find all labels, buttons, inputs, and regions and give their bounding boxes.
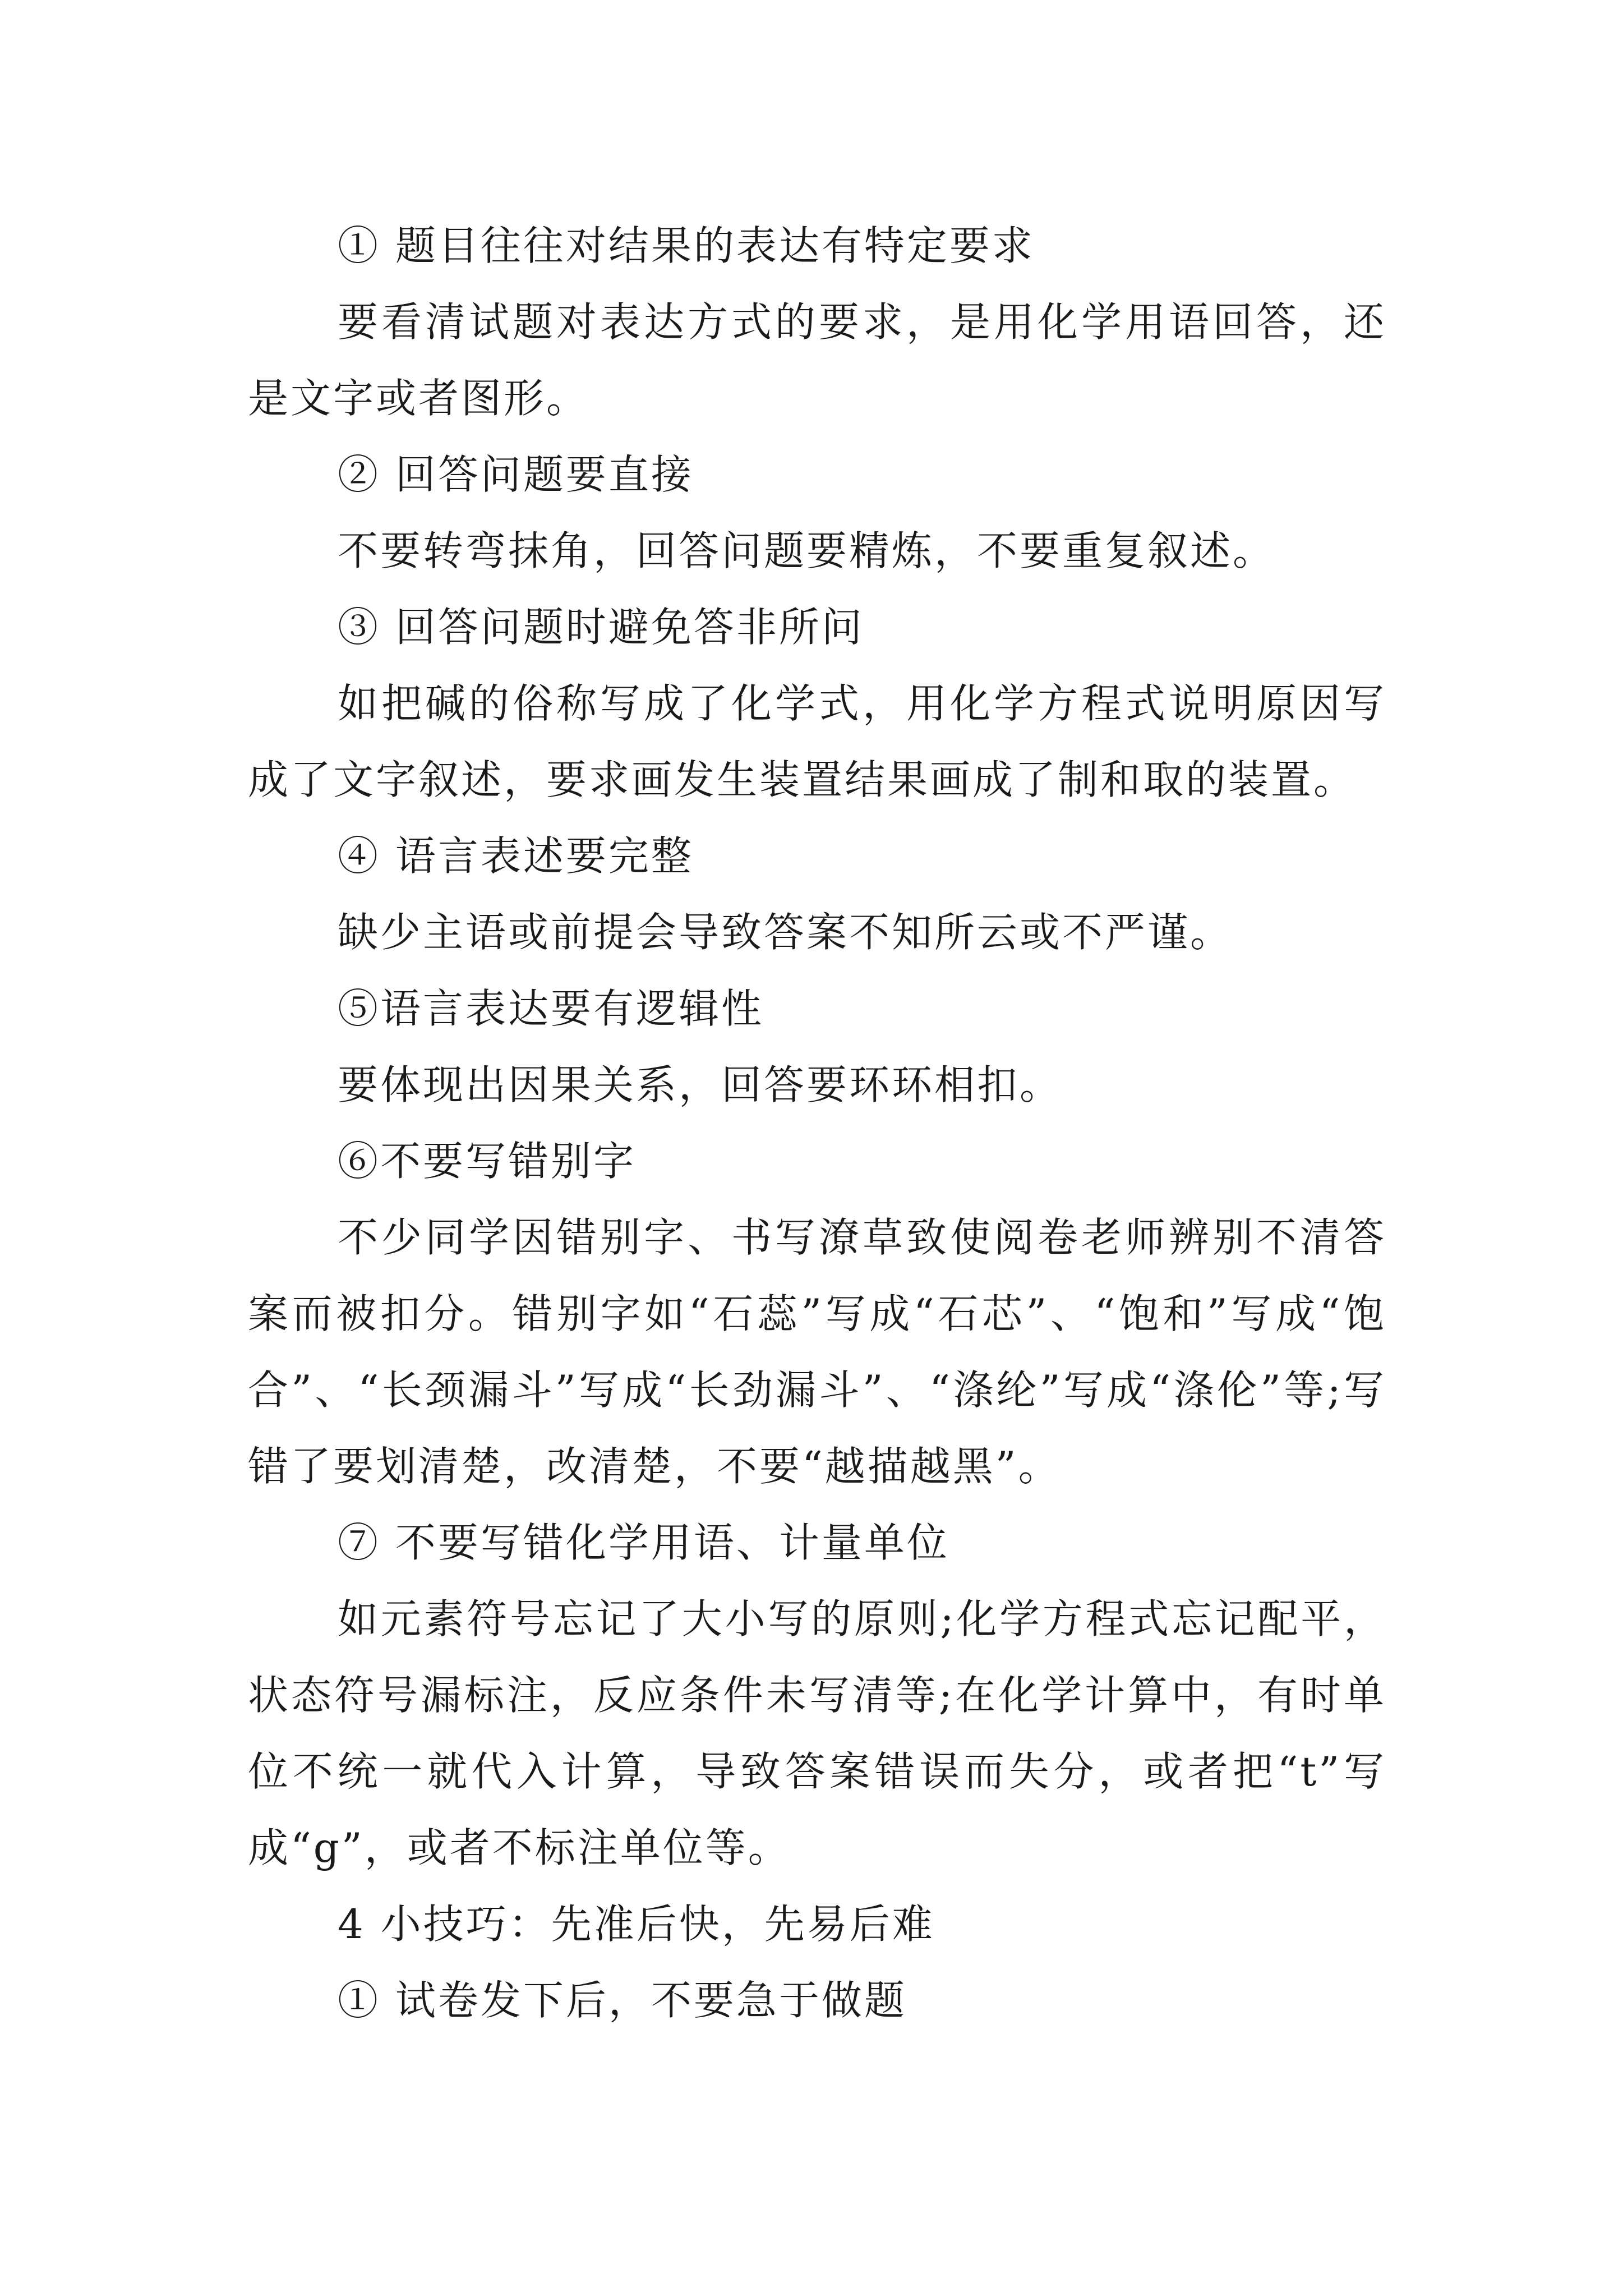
point-7-text: 如元素符号忘记了大小写的原则;化学方程式忘记配平，状态符号漏标注，反应条件未写清等;在化学计算中，有时单位不统一就代入计算，导致答案错误而失分，或者把“t”写成“g”，或者不标注单位等。 [248,1595,1386,1871]
point-2-heading: ② 回答问题要直接 [338,451,694,498]
point-7-heading: ⑦ 不要写错化学用语、计量单位 [338,1519,949,1566]
point-5-heading: ⑤语言表达要有逻辑性 [338,985,764,1032]
point-1-heading: ① 题目往往对结果的表达有特定要求 [338,222,1035,269]
tip-4-heading: 4 小技巧：先准后快，先易后难 [338,1901,935,1948]
point-1-text: 要看清试题对表达方式的要求，是用化学用语回答，还是文字或者图形。 [248,298,1386,422]
point-4-text: 缺少主语或前提会导致答案不知所云或不严谨。 [338,909,1233,956]
point-3-heading: ③ 回答问题时避免答非所问 [338,604,864,651]
point-6-text: 不少同学因错别字、书写潦草致使阅卷老师辨别不清答案而被扣分。错别字如“石蕊”写成“石芯”、“饱和”写成“饱合”、“长颈漏斗”写成“长劲漏斗”、“涤纶”写成“涤伦”等;写错了要划清楚，改清楚，不要“越描越黑”。 [248,1214,1386,1490]
tip-4-point-1-heading: ① 试卷发下后，不要急于做题 [338,1977,907,2024]
point-3-text: 如把碱的俗称写成了化学式，用化学方程式说明原因写成了文字叙述，要求画发生装置结果画成了制和取的装置。 [248,680,1386,803]
point-6-heading: ⑥不要写错别字 [338,1138,637,1185]
point-5-text: 要体现出因果关系，回答要环环相扣。 [338,1061,1063,1108]
point-2-text: 不要转弯抹角，回答问题要精炼，不要重复叙述。 [338,527,1276,574]
point-4-heading: ④ 语言表述要完整 [338,832,694,880]
document-body [248,208,1386,2039]
